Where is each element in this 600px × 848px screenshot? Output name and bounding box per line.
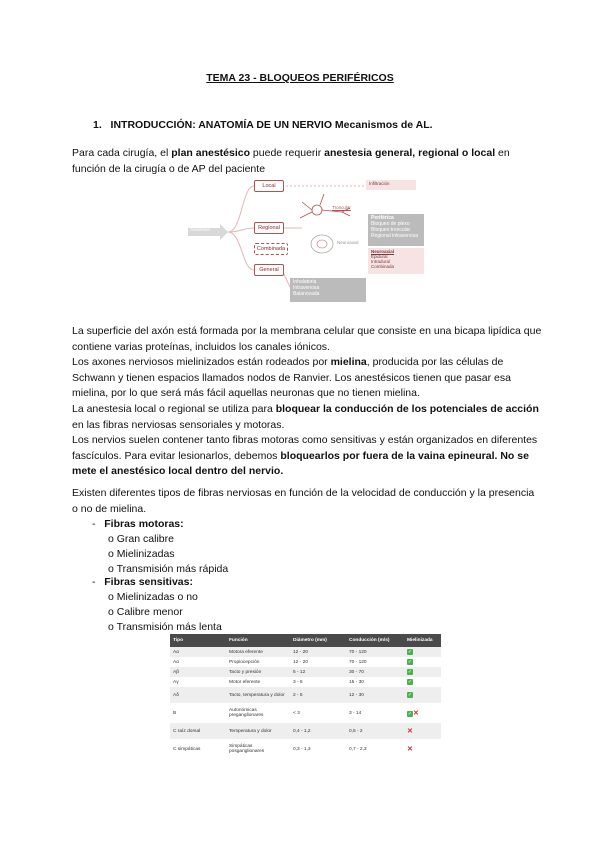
fibers-table	[170, 634, 441, 759]
sensitivas-title: Fibras sensitivas:	[104, 576, 193, 588]
col-header: Tipo	[170, 634, 226, 647]
intro-bold-1: plan anestésico	[171, 147, 251, 159]
table-cell-tipo: B	[170, 703, 226, 723]
section-number: 1.	[93, 119, 102, 131]
col-header: Mielinizada	[404, 634, 441, 647]
body-paragraph	[72, 324, 542, 480]
dash: -	[92, 576, 96, 588]
check-icon: ✓	[407, 692, 413, 698]
periferica-item: Bloqueo troncular	[371, 227, 411, 233]
col-header: Función	[226, 634, 290, 647]
list-item: o Mielinizadas	[108, 548, 175, 560]
table-cell-conduccion: 0,5 - 2	[346, 723, 404, 739]
cross-icon: ✕	[407, 728, 413, 735]
table-row	[170, 677, 441, 687]
table-cell-diametro: 0,3 - 1,3	[290, 739, 346, 759]
table-cell-diametro: 2 - 5	[290, 687, 346, 703]
check-icon: ✓	[407, 659, 413, 665]
para-text: Los axones nerviosos mielinizados están rodeados por	[72, 356, 331, 369]
table-row	[170, 723, 441, 739]
section-heading-text: INTRODUCCIÓN: ANATOMÍA DE UN NERVIO Mecanismos de AL.	[110, 119, 433, 131]
table-row	[170, 657, 441, 667]
table-cell-conduccion: 70 - 120	[346, 647, 404, 657]
table-cell-conduccion: 12 - 30	[346, 687, 404, 703]
table-cell-mielina	[404, 647, 441, 657]
neuroaxial-item: Combinada	[371, 264, 395, 269]
local-box: Local	[254, 180, 284, 192]
motoras-heading	[92, 517, 184, 532]
col-header: Conducción (m/s)	[346, 634, 404, 647]
list-item: o Transmisión más rápida	[108, 563, 229, 575]
table-cell-diametro: 0,4 - 1,2	[290, 723, 346, 739]
periferica-item: Bloqueo de plexo	[371, 221, 410, 227]
troncular-label: Troncular	[332, 205, 351, 210]
para-text: , producida por las células de Schwann y tienen espacios llamados nodos de Ranvier. Los anestésicos tienen que pasar esa mielina, por lo que será más fácil aquellas neuronas que no tienen mielina.	[72, 356, 511, 400]
table-cell-tipo: Aβ	[170, 667, 226, 677]
table-row	[170, 667, 441, 677]
table-cell-funcion: Temperatura y dolor	[226, 723, 290, 739]
table-cell-tipo: Aα	[170, 657, 226, 667]
table-cell-diametro: 12 - 20	[290, 657, 346, 667]
anestesia-label: Anestesia	[190, 227, 210, 232]
table-cell-funcion: Autonómicas preganglionares	[226, 703, 290, 723]
neuroaxial-item: Intradural	[371, 259, 391, 264]
table-cell-mielina	[404, 687, 441, 703]
table-cell-diametro: 12 - 20	[290, 647, 346, 657]
check-icon: ✓	[407, 679, 413, 685]
table-row	[170, 703, 441, 723]
para-text: La anestesia local o regional se utiliza para	[72, 402, 276, 415]
section-heading	[93, 119, 433, 131]
neuroaxial-title: Neuroaxial	[371, 249, 395, 254]
check-icon: ✓	[407, 649, 413, 655]
table-cell-tipo: Aα	[170, 647, 226, 657]
general-item: Intravenosa	[293, 285, 320, 291]
table-row	[170, 739, 441, 759]
list-item: o Mielinizadas o no	[108, 591, 198, 603]
table-cell-tipo: C simpáticas	[170, 739, 226, 759]
table-cell-conduccion: 0,7 - 2,3	[346, 739, 404, 759]
check-icon: ✓	[407, 711, 413, 717]
table-cell-diametro: < 3	[290, 703, 346, 723]
table-cell-conduccion: 30 - 70	[346, 667, 404, 677]
table-cell-mielina	[404, 677, 441, 687]
neuroaxial-box	[368, 248, 424, 274]
general-detail-box	[290, 278, 366, 302]
regional-box: Regional	[254, 222, 284, 234]
list-item: o Gran calibre	[108, 533, 174, 545]
para-text: en las fibras nerviosas sensoriales y motoras.	[72, 418, 285, 431]
table-cell-funcion: Propiocepción	[226, 657, 290, 667]
page-title: TEMA 23 - BLOQUEOS PERIFÉRICOS	[206, 72, 394, 84]
table-cell-funcion: Tacto, temperatura y dolor	[226, 687, 290, 703]
cross-icon: ✕	[413, 710, 419, 717]
spinal-cord-icon	[311, 235, 333, 253]
table-header-row	[170, 634, 441, 647]
table-cell-mielina	[404, 703, 441, 723]
table-cell-conduccion: 70 - 120	[346, 657, 404, 667]
general-item: Inhalatoria	[293, 279, 317, 285]
neuroaxial-label: Neuroaxial	[337, 240, 359, 245]
periferica-box	[368, 214, 424, 246]
table-row	[170, 647, 441, 657]
intro-text-3: en función de la cirugía o de AP del paciente	[72, 147, 510, 175]
para-text: La superficie del axón está formada por la membrana celular que consiste en una bicapa lipídica que contiene varias proteínas, incluidos los canales iónicos.	[72, 325, 542, 353]
table-cell-mielina	[404, 667, 441, 677]
sensitivas-items	[108, 590, 222, 635]
table-cell-mielina	[404, 657, 441, 667]
intro-text-1: Para cada cirugía, el	[72, 147, 172, 159]
table-cell-funcion: Motora eferente	[226, 647, 290, 657]
motoras-title: Fibras motoras:	[104, 518, 184, 530]
intro-text-2: puede requerir	[250, 147, 325, 159]
table-cell-tipo: Aδ	[170, 687, 226, 703]
para-text: Los nervios suelen contener tanto fibras motoras como sensitivas y están organizados en diferentes fascículos. Para evitar lesionarlos, debemos	[72, 434, 538, 462]
table-cell-tipo: Aγ	[170, 677, 226, 687]
motoras-items	[108, 532, 228, 577]
general-item: Balanceada	[293, 291, 320, 297]
cross-icon: ✕	[407, 746, 413, 753]
para-bold: mielina	[330, 356, 367, 369]
combinada-box: Combinada	[254, 243, 288, 255]
table-cell-tipo: C raíz dorsal	[170, 723, 226, 739]
table-cell-conduccion: 3 - 14	[346, 703, 404, 723]
para-bold: bloquear la conducción de los potenciales de acción	[275, 402, 539, 415]
list-item: o Transmisión más lenta	[108, 621, 222, 633]
periferica-item: Regional intravenosa	[371, 233, 418, 239]
infiltracion-box: Infiltración	[366, 180, 416, 190]
table-cell-diametro: 3 - 6	[290, 677, 346, 687]
col-header: Diámetro (mm)	[290, 634, 346, 647]
intro-bold-2: anestesia general, regional o local	[324, 147, 496, 159]
neuroaxial-item: Epidural	[371, 254, 388, 259]
general-box: General	[254, 264, 284, 276]
table-cell-mielina	[404, 739, 441, 759]
table-cell-diametro: 5 - 12	[290, 667, 346, 677]
dash: -	[92, 518, 96, 530]
fibers-intro: Existen diferentes tipos de fibras nerviosas en función de la velocidad de conducción y la presencia o no de mielina.	[72, 487, 535, 515]
table-cell-funcion: Motor eferente	[226, 677, 290, 687]
para-bold: bloquearlos por fuera de la vaina epineural. No se mete el anestésico local dentro del nervio.	[72, 449, 529, 478]
table-row	[170, 687, 441, 703]
table-cell-conduccion: 15 - 30	[346, 677, 404, 687]
anesthesia-diagram	[182, 172, 442, 304]
list-item: o Calibre menor	[108, 606, 183, 618]
sensitivas-heading	[92, 575, 193, 590]
table-cell-funcion: Simpáticas posganglionares	[226, 739, 290, 759]
table-cell-mielina	[404, 723, 441, 739]
periferica-title: Periférica	[371, 215, 394, 221]
check-icon: ✓	[407, 669, 413, 675]
table-cell-funcion: Tacto y presión	[226, 667, 290, 677]
